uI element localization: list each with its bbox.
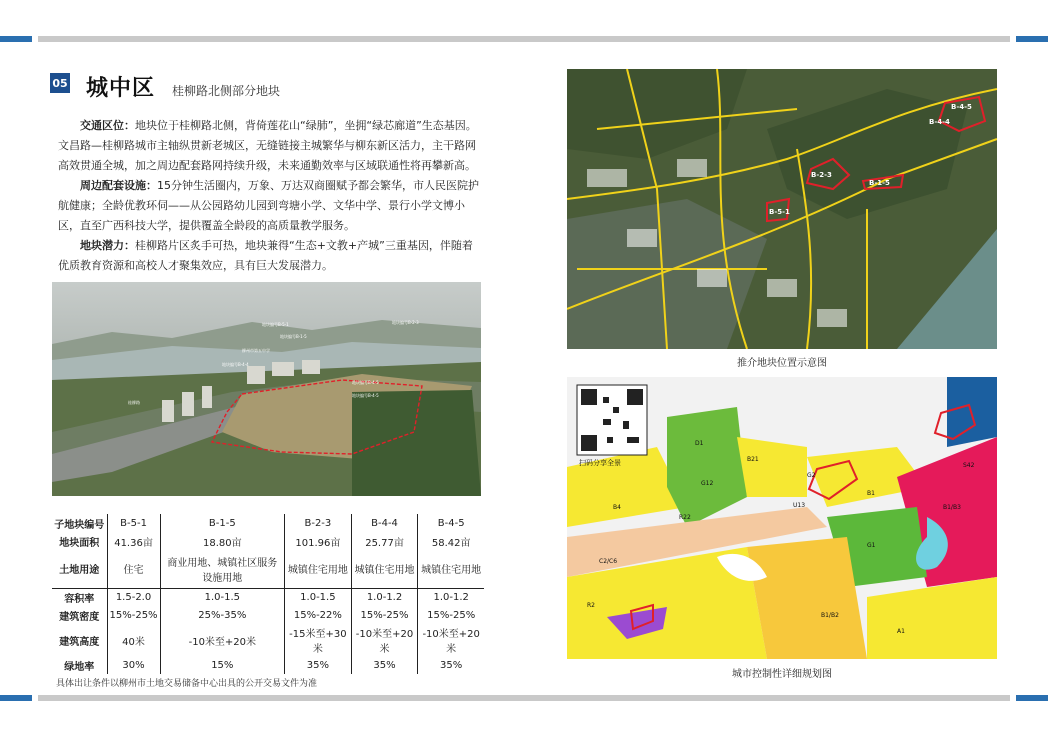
table-row	[52, 514, 484, 532]
table-row	[52, 532, 484, 550]
table-cell: 25.77亩	[351, 532, 418, 550]
table-cell: 25%-35%	[160, 606, 285, 624]
spec-table	[52, 514, 484, 674]
map1-plot-5: B-5-1	[769, 208, 790, 216]
table-row-label: 土地用途	[59, 565, 100, 577]
table-cell: 城镇住宅用地	[418, 550, 484, 588]
map2-zone-8: G1	[867, 542, 876, 549]
table-cell: 35%	[351, 656, 418, 674]
map2-zone-6: G2	[807, 472, 816, 479]
photo-label-2: 地块编号B-1-5	[280, 334, 307, 339]
bottom-divider	[38, 695, 1010, 701]
table-row-label: 绿地率	[64, 661, 95, 673]
table-cell: 城镇住宅用地	[351, 550, 418, 588]
top-accent-left	[0, 36, 32, 42]
table-cell: 41.36亩	[107, 532, 160, 550]
photo-label-6: 柳州市第五中学	[242, 348, 270, 353]
table-cell: -15米至+30米	[285, 624, 352, 656]
table-row	[52, 624, 484, 656]
intro-facilities: 周边配套设施：15分钟生活圈内，万象、万达双商圈赋予都会繁华，市人民医院护航健康；全龄优教环伺——从公园路幼儿园到弯塘小学、文华中学、景行小学文博小区，直至广西科技大学，提供覆盖全龄段的高质量教学服务。	[58, 179, 479, 232]
page-title: 城中区	[86, 76, 156, 101]
bottom-accent-left	[0, 695, 32, 701]
qr-caption: 扫码分享全景	[579, 459, 621, 467]
table-cell: B-4-4	[351, 514, 418, 532]
table-cell: 1.0-1.5	[160, 588, 285, 606]
table-row-label: 地块面积	[59, 537, 100, 549]
table-row	[52, 588, 484, 606]
table-cell: -10米至+20米	[418, 624, 484, 656]
table-cell: 15%-25%	[107, 606, 160, 624]
photo-label-3: 地块编号B-2-3	[392, 320, 419, 325]
map2-zone-12: B1/B2	[821, 612, 839, 619]
top-divider	[38, 36, 1010, 42]
intro-potential: 地块潜力：桂柳路片区炙手可热，地块兼得“生态+文教+产城”三重基因，伴随着优质教育资源和高校人才聚集效应，具有巨大发展潜力。	[58, 239, 473, 272]
map1-caption: 推介地块位置示意图	[737, 358, 827, 369]
table-cell: 18.80亩	[160, 532, 285, 550]
map2-zone-3: G12	[701, 480, 714, 487]
photo-label-4: 地块编号B-4-4	[222, 362, 249, 367]
table-row	[52, 656, 484, 674]
table-cell: 58.42亩	[418, 532, 484, 550]
table-cell: -10米至+20米	[160, 624, 285, 656]
table-cell: B-1-5	[160, 514, 285, 532]
map1-plot-3: B-2-3	[811, 171, 832, 179]
location-map	[567, 69, 997, 349]
aerial-photo	[52, 282, 481, 496]
table-row-label: 建筑密度	[59, 611, 100, 623]
bottom-accent-right	[1016, 695, 1048, 701]
table-cell: B-4-5	[418, 514, 484, 532]
table-row	[52, 606, 484, 624]
map2-zone-7: B1/B3	[943, 504, 961, 511]
photo-label-1: 地块编号B-5-1	[262, 322, 289, 327]
map2-zone-15: S42	[963, 462, 975, 469]
table-cell: -10米至+20米	[351, 624, 418, 656]
table-cell: B-5-1	[107, 514, 160, 532]
map2-zone-13: U13	[793, 502, 806, 509]
photo-label-7: 地块编号B-4-5	[352, 393, 379, 398]
table-cell: B-2-3	[285, 514, 352, 532]
table-cell: 1.5-2.0	[107, 588, 160, 606]
map2-zone-4: R22	[679, 514, 691, 521]
table-cell: 15%-22%	[285, 606, 352, 624]
intro-text	[58, 116, 482, 276]
table-cell: 30%	[107, 656, 160, 674]
map2-zone-2: B21	[747, 456, 759, 463]
map2-caption: 城市控制性详细规划图	[732, 669, 832, 680]
table-cell: 101.96亩	[285, 532, 352, 550]
top-accent-right	[1016, 36, 1048, 42]
table-cell: 1.0-1.5	[285, 588, 352, 606]
map2-zone-1: D1	[695, 440, 704, 447]
planning-map	[567, 377, 997, 659]
page-subtitle: 桂柳路北侧部分地块	[172, 84, 281, 98]
footnote: 具体出让条件以柳州市土地交易储备中心出具的公开交易文件为准	[56, 679, 318, 689]
table-cell: 1.0-1.2	[418, 588, 484, 606]
table-cell: 15%	[160, 656, 285, 674]
table-cell: 40米	[107, 624, 160, 656]
intro-transport: 交通区位：地块位于桂柳路北侧，背倚莲花山“绿肺”，坐拥“绿芯廊道”生态基因。文昌路—桂柳路城市主轴纵贯新老城区，无缝链接主城繁华与柳东新区活力，主干路网高效贯通全城，加之周边配套路网持续升级，未来通勤效率与区域联通性将再攀新高。	[58, 119, 477, 172]
map1-plot-1: B-4-5	[951, 103, 972, 111]
map2-zone-14: A1	[897, 628, 905, 635]
table-cell: 商业用地、城镇社区服务设施用地	[160, 550, 285, 588]
map1-plot-4: B-1-5	[869, 179, 890, 187]
map2-zone-11: C2/C6	[599, 558, 618, 565]
map2-zone-5: B1	[867, 490, 875, 497]
photo-label-8: 桂柳路	[128, 400, 140, 405]
map2-zone-9: B4	[613, 504, 621, 511]
table-cell: 1.0-1.2	[351, 588, 418, 606]
table-cell: 住宅	[107, 550, 160, 588]
map1-plot-2: B-4-4	[929, 118, 950, 126]
table-cell: 城镇住宅用地	[285, 550, 352, 588]
photo-label-5: 地块编号B-4-5	[352, 380, 379, 385]
table-row-label: 容积率	[52, 588, 107, 606]
table-cell: 15%-25%	[351, 606, 418, 624]
table-row	[52, 550, 484, 588]
table-cell: 35%	[418, 656, 484, 674]
section-number: 05	[50, 73, 70, 93]
table-row-label: 子地块编号	[54, 519, 105, 531]
table-cell: 35%	[285, 656, 352, 674]
table-cell: 15%-25%	[418, 606, 484, 624]
table-row-label: 建筑高度	[59, 636, 100, 648]
map2-zone-10: R2	[587, 602, 595, 609]
